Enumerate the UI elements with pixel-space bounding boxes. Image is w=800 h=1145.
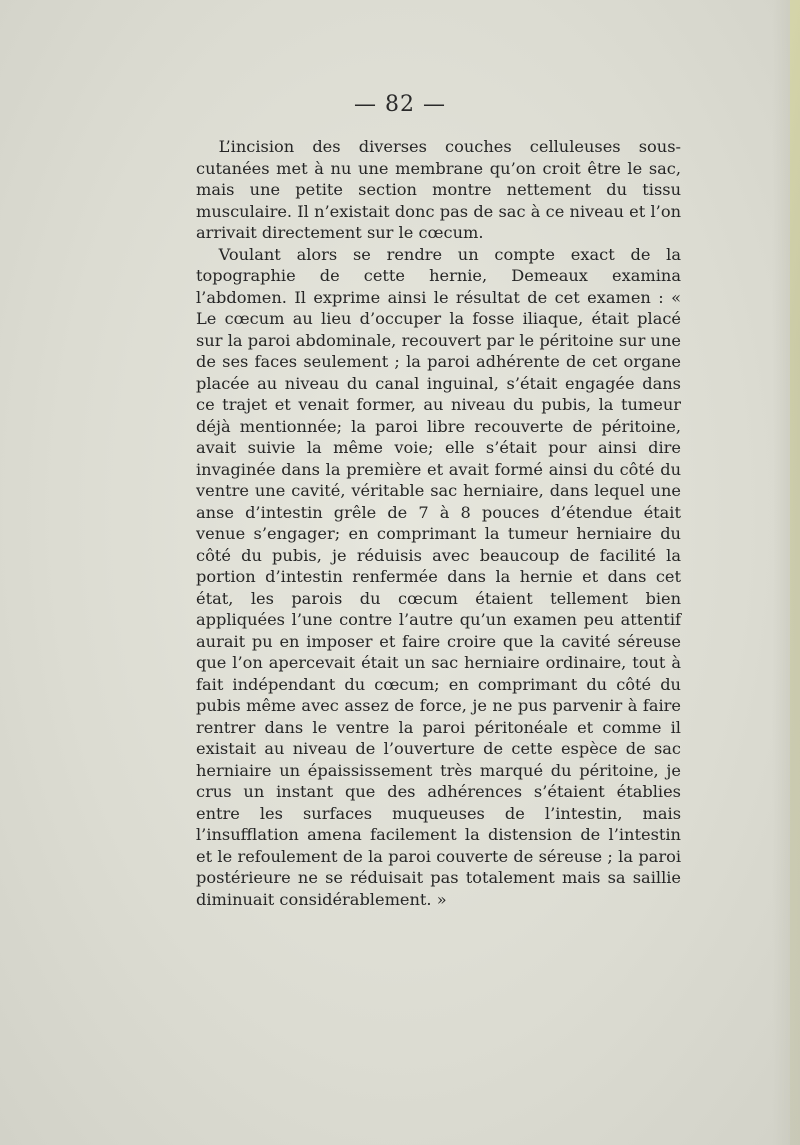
paragraph-incision: L’incision des diverses couches celluleuses sous-cutanées met à nu une membrane qu’on croit être le sac, mais une petite section montre nettement du tissu musculaire. Il n’existait donc pas de sac à ce niveau et l’on arrivait directement sur le cœcum. [196,137,681,242]
paragraph-topographie: Voulant alors se rendre un compte exact de la topographie de cette hernie, Demeaux examina l’abdomen. Il exprime ainsi le résultat de cet examen : « Le cœcum au lieu d’occuper la fosse iliaque, était placé sur la paroi abdominale, recouvert par le péritoine sur une de ses faces seulement ; la paroi adhérente de cet organe placée au niveau du canal inguinal, s’était engagée dans ce trajet et venait former, au niveau du pubis, la tumeur déjà mentionnée; la paroi libre recouverte de péritoine, avait suivie la même voie; elle s’était pour ainsi dire invaginée dans la première et avait formé ainsi du côté du ventre une cavité, véritable sac herniaire, dans lequel une anse d’intestin grêle de 7 à 8 pouces d’étendue était venue s’engager; en comprimant la tumeur herniaire du côté du pubis, je réduisis avec beaucoup de facilité la portion d’intestin renfermée dans la hernie et dans cet état, les parois du cœcum étaient tellement bien appliquées l’une contre l’autre qu’un examen peu attentif aurait pu en imposer et faire croire que la cavité séreuse que l’on apercevait était un sac herniaire ordinaire, tout à fait indépendant du cœcum; en comprimant du côté du pubis même avec assez de force, je ne pus parvenir à faire rentrer dans le ventre la paroi péritonéale et comme il existait au niveau de l’ouverture de cette espèce de sac herniaire un épaississement très marqué du péritoine, je crus un instant que des adhérences s’étaient établies entre les surfaces muqueuses de l’intestin, mais l’insufflation amena facilement la distension de l’intestin et le refoulement de la paroi couverte de séreuse ; la paroi postérieure ne se réduisait pas totalement mais sa saillie diminuait considérablement. » [196,244,681,909]
page-edge-stain [790,0,800,1145]
body-text [196,136,681,910]
page-number: — 82 — [354,92,446,117]
